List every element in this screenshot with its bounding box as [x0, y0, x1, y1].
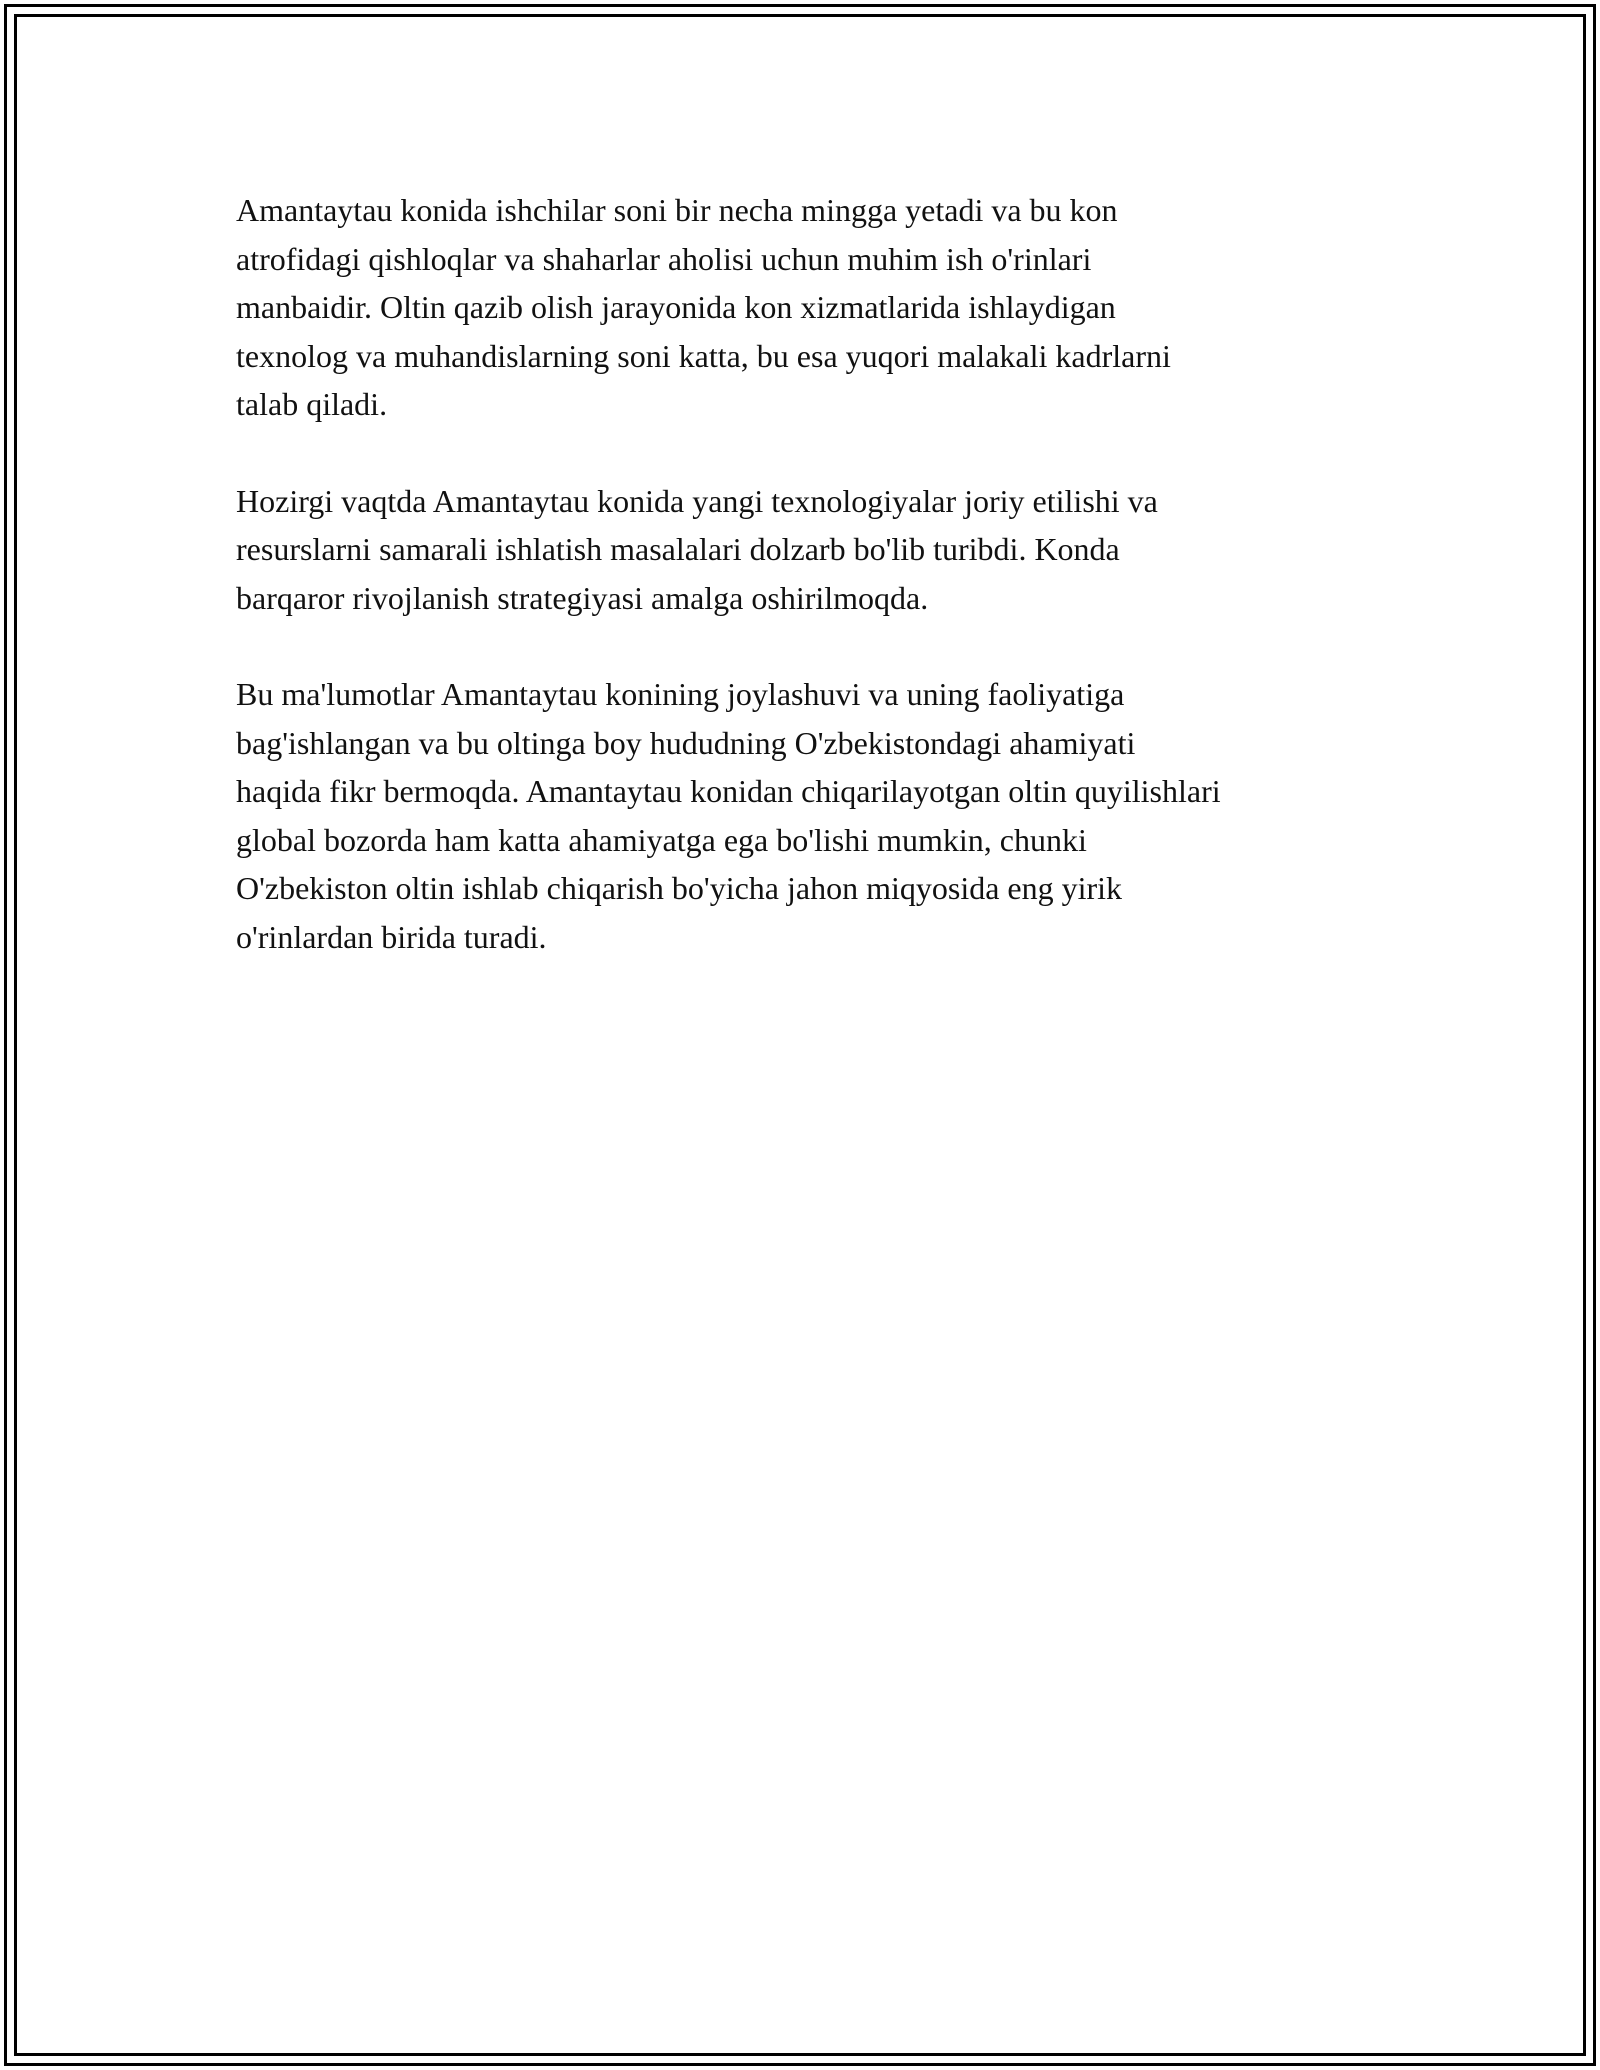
- paragraph-technology: Hozirgi vaqtda Amantaytau konida yangi texnologiyalar joriy etilishi va resurslarni samarali ishlatish masalalari dolzarb bo'lib turibdi. Konda barqaror rivojlanish strategiyasi amalga oshirilmoqda.: [236, 482, 1158, 616]
- paragraph-workforce: Amantaytau konida ishchilar soni bir necha mingga yetadi va bu kon atrofidagi qishloqlar va shaharlar aholisi uchun muhim ish o'rinlari manbaidir. Oltin qazib olish jarayonida kon xizmatlarida ishlaydigan texnolog va muhandislarning soni katta, bu esa yuqori malakali kadrlarni talab qiladi.: [236, 192, 1171, 422]
- paragraph-significance: Bu ma'lumotlar Amantaytau konining joylashuvi va uning faoliyatiga bag'ishlangan va bu oltinga boy hududning O'zbekistondagi ahamiyati haqida fikr bermoqda. Amantaytau konidan chiqarilayotgan oltin quyilishlari global bozorda ham katta ahamiyatga ega bo'lishi mumkin, chunki O'zbekiston oltin ishlab chiqarish bo'yicha jahon miqyosida eng yirik o'rinlardan birida turadi.: [236, 676, 1221, 955]
- document-body: [236, 186, 1396, 1009]
